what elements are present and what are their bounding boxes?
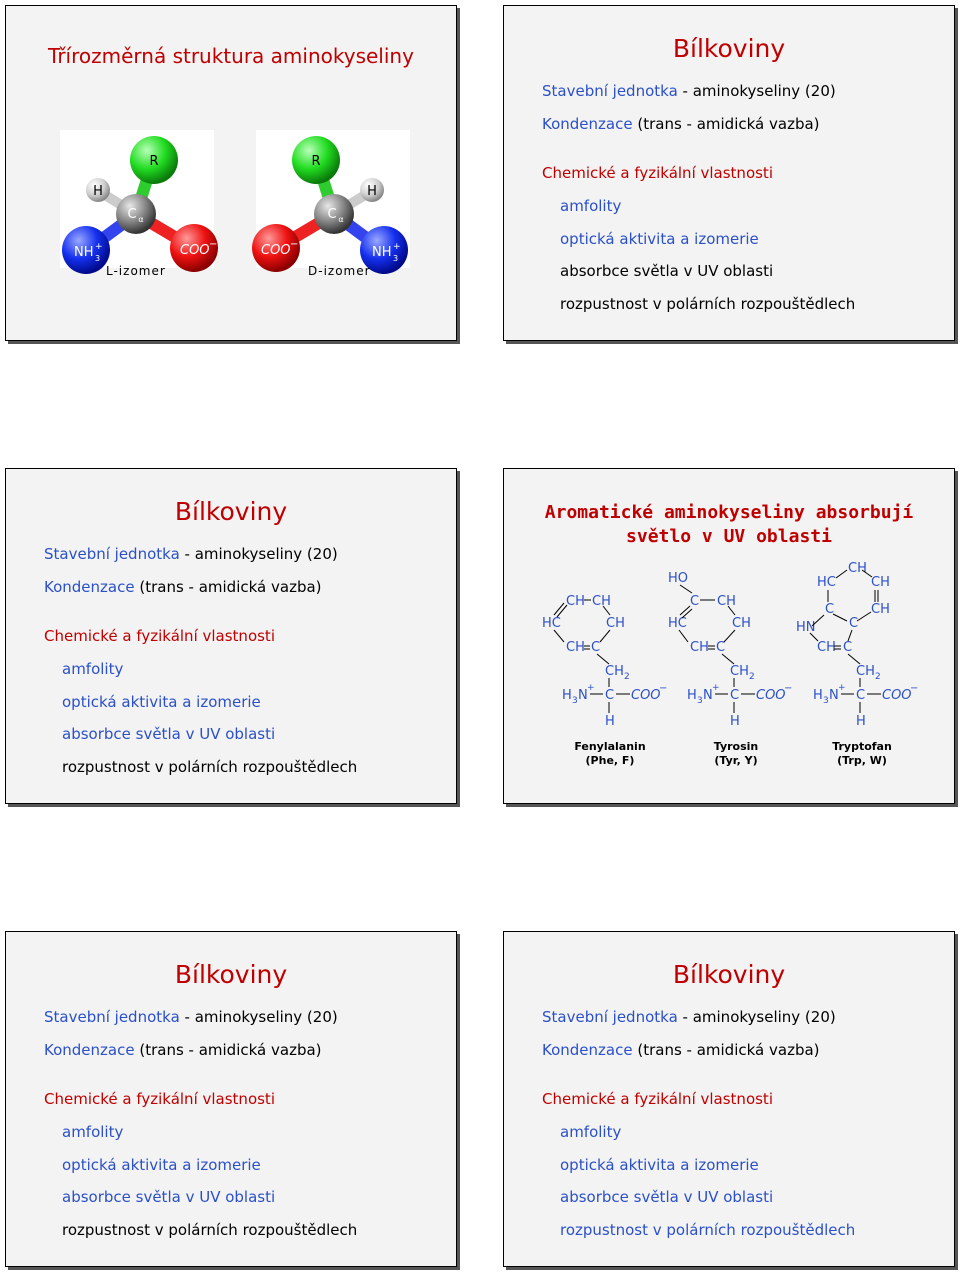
charge: − [910, 683, 919, 694]
line-kondenzace [44, 1040, 322, 1060]
text: - aminokyseliny (20) [677, 82, 836, 100]
prop-amfolity: amfolity [560, 1123, 622, 1141]
atom: CH [732, 616, 751, 631]
atom: CH [730, 664, 749, 679]
alpha-label: α [138, 215, 144, 224]
slide-bilkoviny-2 [5, 468, 457, 804]
text: (trans - amidická vazba) [632, 115, 820, 133]
atom: CH [871, 575, 890, 590]
keyword: Stavební jednotka [542, 1008, 678, 1026]
coo-label: COO [261, 243, 291, 258]
r-label: R [149, 154, 159, 169]
h-label: H [93, 184, 103, 199]
charge: − [784, 683, 793, 694]
nh3-sub: 3 [393, 254, 399, 263]
atom: COO [631, 688, 661, 703]
prop-rozpustnost: rozpustnost v polárních rozpouštědlech [62, 1221, 358, 1239]
atom: COO [756, 688, 786, 703]
atom: CH [871, 602, 890, 617]
prop-amfolity: amfolity [560, 197, 622, 215]
text: - aminokyseliny (20) [179, 1008, 338, 1026]
atom: C [605, 688, 615, 703]
prop-opticka: optická aktivita a izomerie [62, 693, 261, 711]
nh3-label: NH [372, 245, 392, 260]
slide-bilkoviny-3 [5, 931, 457, 1267]
c-label: C [327, 207, 337, 222]
text: (trans - amidická vazba) [134, 1041, 322, 1059]
line-stavebni [44, 1007, 338, 1027]
keyword: Stavební jednotka [542, 82, 678, 100]
atom: HC [817, 575, 836, 590]
slide-bilkoviny-1 [503, 5, 955, 341]
tyrosine-structure [668, 571, 792, 729]
coo-minus: − [209, 239, 218, 250]
atom: N [829, 688, 839, 703]
subscript: 3 [572, 696, 578, 706]
nh3-label: NH [74, 245, 94, 260]
subscript: 2 [624, 672, 630, 682]
atom: C [856, 688, 866, 703]
keyword: Stavební jednotka [44, 545, 180, 563]
molecule-code: (Phe, F) [585, 754, 635, 767]
atom: CH [856, 664, 875, 679]
molecule-name: Tyrosin [713, 740, 759, 753]
l-isomer-label: L-izomer [106, 264, 166, 278]
keyword: Kondenzace [44, 578, 135, 596]
h-label: H [367, 184, 377, 199]
keyword: Stavební jednotka [44, 1008, 180, 1026]
charge: + [712, 683, 720, 693]
atom: CH [566, 594, 585, 609]
slide-bilkoviny-4 [503, 931, 955, 1267]
prop-absorbce: absorbce světla v UV oblasti [62, 1188, 276, 1206]
molecule-name: Tryptofan [832, 740, 892, 753]
prop-rozpustnost: rozpustnost v polárních rozpouštědlech [560, 1221, 856, 1239]
r-label: R [311, 154, 321, 169]
atom: C [825, 602, 835, 617]
coo-label: COO [180, 243, 210, 258]
text: (trans - amidická vazba) [134, 578, 322, 596]
line-stavebni [542, 81, 836, 101]
heading-properties: Chemické a fyzikální vlastnosti [44, 1090, 275, 1108]
atom: H [730, 714, 740, 729]
charge: − [659, 683, 668, 694]
prop-absorbce: absorbce světla v UV oblasti [560, 1188, 774, 1206]
atom: H [856, 714, 866, 729]
atom: CH [690, 640, 709, 655]
nh3-plus: + [95, 242, 103, 252]
atom: N [578, 688, 588, 703]
heading-properties: Chemické a fyzikální vlastnosti [542, 164, 773, 182]
text: (trans - amidická vazba) [632, 1041, 820, 1059]
atom: H [687, 688, 697, 703]
prop-opticka: optická aktivita a izomerie [62, 1156, 261, 1174]
keyword: Kondenzace [542, 1041, 633, 1059]
heading-properties: Chemické a fyzikální vlastnosti [44, 627, 275, 645]
structures [504, 469, 956, 805]
nh3-plus: + [393, 242, 401, 252]
c-label: C [127, 207, 137, 222]
d-isomer-label: D-izomer [308, 264, 371, 278]
atom: CH [717, 594, 736, 609]
atom: COO [882, 688, 912, 703]
charge: + [838, 683, 846, 693]
subscript: 3 [823, 696, 829, 706]
prop-rozpustnost: rozpustnost v polárních rozpouštědlech [62, 758, 358, 776]
line-kondenzace [44, 577, 322, 597]
atom: H [562, 688, 572, 703]
atom: C [730, 688, 740, 703]
slide-title: Bílkoviny [174, 960, 288, 989]
prop-absorbce: absorbce světla v UV oblasti [560, 262, 774, 280]
atom: C [716, 640, 726, 655]
molecule-name: Fenylalanin [574, 740, 646, 753]
slide-title: Bílkoviny [672, 34, 786, 63]
atom: CH [606, 616, 625, 631]
subscript: 2 [749, 672, 755, 682]
prop-amfolity: amfolity [62, 660, 124, 678]
molecule-code: (Trp, W) [837, 754, 887, 767]
atom: H [813, 688, 823, 703]
coo-minus: − [290, 239, 299, 250]
keyword: Kondenzace [44, 1041, 135, 1059]
atom: CH [848, 561, 867, 576]
slide-3d-structure [5, 5, 457, 341]
atom: CH [566, 640, 585, 655]
prop-opticka: optická aktivita a izomerie [560, 1156, 759, 1174]
atom: CH [592, 594, 611, 609]
atom: C [690, 594, 700, 609]
charge: + [587, 683, 595, 693]
keyword: Kondenzace [542, 115, 633, 133]
d-isomer-model [256, 130, 410, 268]
title-line-1: Aromatické aminokyseliny absorbují [544, 502, 914, 523]
prop-amfolity: amfolity [62, 1123, 124, 1141]
text: - aminokyseliny (20) [179, 545, 338, 563]
heading-properties: Chemické a fyzikální vlastnosti [542, 1090, 773, 1108]
nh3-sub: 3 [95, 254, 101, 263]
atom: CH [817, 640, 836, 655]
prop-opticka: optická aktivita a izomerie [560, 230, 759, 248]
line-kondenzace [542, 1040, 820, 1060]
line-stavebni [542, 1007, 836, 1027]
atom: C [843, 640, 853, 655]
tryptophan-structure [796, 561, 918, 729]
prop-rozpustnost: rozpustnost v polárních rozpouštědlech [560, 295, 856, 313]
atom: HC [668, 616, 687, 631]
slide-aromatic [503, 468, 955, 804]
line-kondenzace [542, 114, 820, 134]
atom: HO [668, 571, 689, 586]
prop-absorbce: absorbce světla v UV oblasti [62, 725, 276, 743]
phenylalanine-structure [542, 594, 667, 729]
atom: HN [796, 620, 816, 635]
slide-title: Bílkoviny [672, 960, 786, 989]
l-isomer-model [60, 130, 218, 268]
slide-title: Bílkoviny [174, 497, 288, 526]
atom: N [703, 688, 713, 703]
subscript: 3 [697, 696, 703, 706]
atom: HC [542, 616, 561, 631]
atom: C [849, 616, 859, 631]
slide-title: Třírozměrná struktura aminokyseliny [48, 44, 414, 68]
line-stavebni [44, 544, 338, 564]
atom: C [591, 640, 601, 655]
title-line-2: světlo v UV oblasti [626, 526, 832, 547]
alpha-label: α [338, 215, 344, 224]
text: - aminokyseliny (20) [677, 1008, 836, 1026]
atom: H [605, 714, 615, 729]
subscript: 2 [875, 672, 881, 682]
atom: CH [605, 664, 624, 679]
molecule-code: (Tyr, Y) [714, 754, 758, 767]
